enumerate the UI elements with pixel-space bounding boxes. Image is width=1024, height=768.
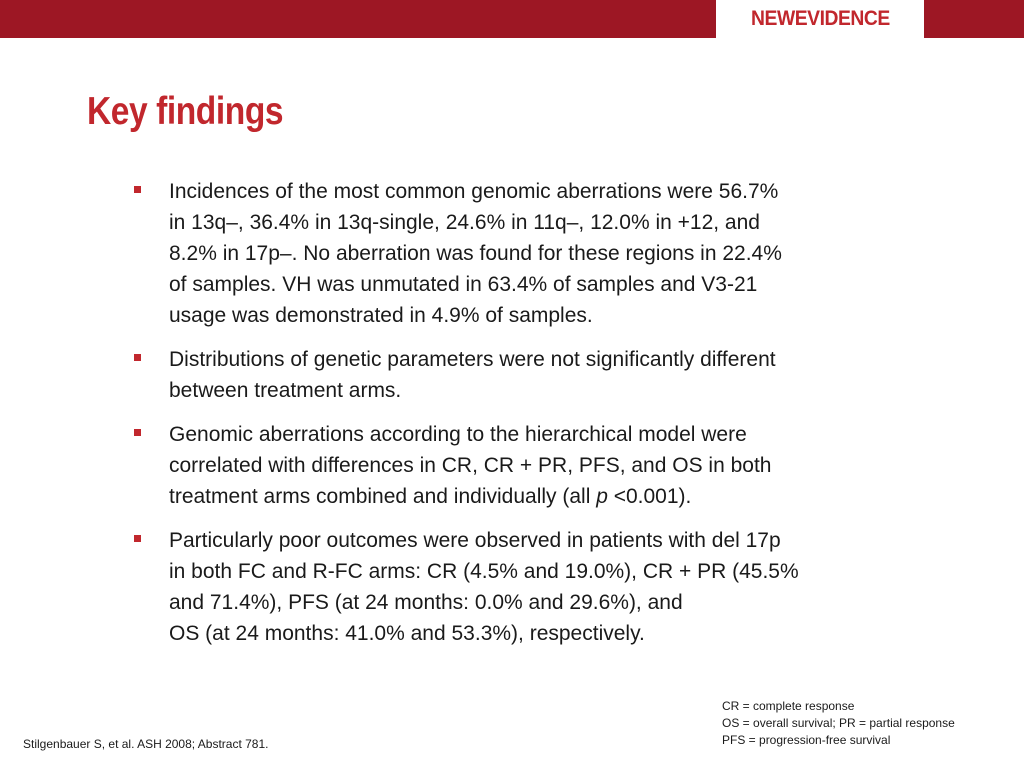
finding-item (130, 176, 960, 331)
finding-line-part: <0.001). (607, 485, 692, 508)
finding-text (169, 344, 949, 406)
finding-line: and 71.4%), PFS (at 24 months: 0.0% and 29.6%), and (169, 591, 683, 614)
logo-new: NEW (750, 7, 795, 30)
finding-line: correlated with differences in CR, CR + PR, PFS, and OS in both (169, 454, 772, 477)
finding-line (169, 481, 949, 512)
finding-text (169, 525, 949, 649)
finding-line: Incidences of the most common genomic aberrations were 56.7% (169, 180, 779, 203)
bullet-icon (134, 354, 141, 361)
finding-line-part: treatment arms combined and individually (all (169, 485, 597, 508)
finding-item (130, 419, 960, 512)
logo (716, 0, 924, 38)
finding-line: Particularly poor outcomes were observed in patients with del 17p (169, 529, 781, 552)
finding-line: Genomic aberrations according to the hierarchical model were (169, 423, 747, 446)
finding-line: of samples. VH was unmutated in 63.4% of samples and V3-21 (169, 273, 758, 296)
logo-evidence: EVIDENCE (794, 7, 890, 30)
bullet-icon (134, 186, 141, 193)
findings-list (130, 176, 960, 662)
finding-line: in 13q–, 36.4% in 13q-single, 24.6% in 11q–, 12.0% in +12, and (169, 211, 760, 234)
page-title: Key findings (87, 90, 284, 133)
bullet-icon (134, 429, 141, 436)
bullet-icon (134, 535, 141, 542)
finding-text (169, 419, 949, 512)
finding-line: between treatment arms. (169, 379, 402, 402)
citation-footnote: Stilgenbauer S, et al. ASH 2008; Abstract 781. (23, 737, 269, 751)
abbreviations (722, 698, 955, 749)
abbreviation-line: CR = complete response (722, 699, 855, 713)
finding-item (130, 525, 960, 649)
finding-line: in both FC and R-FC arms: CR (4.5% and 19.0%), CR + PR (45.5% (169, 560, 799, 583)
finding-line: 8.2% in 17p–. No aberration was found for these regions in 22.4% (169, 242, 782, 265)
finding-line: Distributions of genetic parameters were not significantly different (169, 348, 776, 371)
finding-text (169, 176, 949, 331)
finding-line: usage was demonstrated in 4.9% of samples. (169, 304, 593, 327)
finding-line: OS (at 24 months: 41.0% and 53.3%), respectively. (169, 622, 645, 645)
finding-item (130, 344, 960, 406)
abbreviation-line: OS = overall survival; PR = partial response (722, 716, 955, 730)
p-value-symbol: p (596, 485, 608, 508)
abbreviation-line: PFS = progression-free survival (722, 733, 891, 747)
logo-text (751, 7, 890, 31)
